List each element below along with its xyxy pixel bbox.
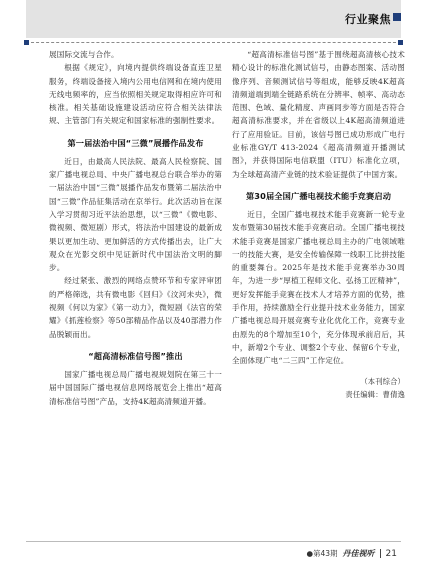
- paragraph: “超高清标准信号图”基于围绕超高清核心技术精心设计的标准化测试信号，由静态图案、活动图像序列、音频测试信号等组成，能够反映4K超高清频道端到端全链路系统在分辨率、帧率、高动态范围、色域、量化精度、声画同步等方面是否符合超高清标准要求，并在省级以上4K超高清频道进行了应用验证。目前，该信号图已成功形成广电行业标准GY/T 413-2024《超高清频道开播测试图》，并获得国际电信联盟（ITU）标准化立项，为全球超高清产业链的技术验证提供了中国方案。: [232, 50, 405, 179]
- page-footer: [306, 548, 397, 559]
- article-heading-uhd-signal: “超高清标准信号图”推出: [88, 350, 183, 361]
- bottom-divider: [26, 541, 401, 542]
- page-number: 21: [385, 548, 397, 559]
- section-label: 行业聚焦: [345, 13, 391, 26]
- magazine-name: 丹佳视听: [342, 548, 375, 558]
- divider-cap-right: [398, 40, 403, 45]
- left-column: [49, 48, 222, 408]
- paragraph: 根据《规定》，向境内提供终端设备直连卫星服务，终端设备接入境内公用电信网和在境内使用无线电频率的，应当依照相关规定取得相应许可和核准。相关基础设施建设活动应符合相关法律法规、主管部门有关规定和国家标准的强制性要求。: [49, 63, 222, 126]
- editor-credit: 责任编辑：曹倩逸: [345, 389, 405, 399]
- article-heading-tech-competition: 第30届全国广播电视技术能手竞赛启动: [245, 190, 392, 201]
- paragraph: 近日，由最高人民法院、最高人民检察院、国家广播电视总局、中央广播电视总台联合举办的第一届法治中国“三微”展播作品发布暨第二届法治中国“三微”作品征集活动在京举行。此次活动旨在深入学习贯彻习近平法治思想，以“三微”《微电影、微视频、微短剧）形式，将法治中国建设的最新成果以更加生动、更加鲜活的方式传播出去，让广大观众在光影交织中见证新时代中国法治文明的脚步。: [49, 156, 222, 273]
- issue-number: ●第43期: [306, 549, 338, 558]
- paragraph: 国家广播电视总局广播电视规划院在第三十一届中国国际广播电视信息网络展览会上推出“超高清标准信号图”产品，支持4K超高清频道开播。: [49, 369, 222, 406]
- paragraph: 近日，全国广播电视技术能手竞赛新一轮专业发布暨第30届技术能手竞赛启动。全国广播电视技术能手竞赛是国家广播电视总局主办的广电领域唯一的技能大赛，是安全传输保障一线职工比拼技能的重要舞台。2025年是技术能手竞赛举办30周年，为进一步“厚植工程师文化、弘扬工匠精神”，更好发挥能手竞赛在技术人才培养方面的优势，推手作用，持续激励全行业提升技术业务能力，国家广播电视总局开展竞赛专业化优化工作，竞赛专业由原先的8个增加至10个，充分体现承前启后，其中，新增2个专业、调整2个专业、保留6个专业，全面体现广电“二三四”工作定位。: [232, 209, 405, 366]
- section-marker-square: [393, 13, 401, 21]
- divider-cap-left: [24, 40, 29, 45]
- footer-separator: [380, 549, 381, 558]
- right-column: [232, 48, 405, 401]
- paragraph: 经过紧张、激烈的网络点赞环节和专家评审团的严格筛选，共有微电影《回归》《汶河未央》，微视频《何以为家》《第一动力》，微短剧《法官的荣耀》《抓莲检察》等50部精品作品以及40部潜力作品脱颖而出。: [49, 276, 222, 339]
- top-divider: [26, 42, 401, 43]
- paragraph-continued: 展国际交流与合作。: [49, 50, 119, 59]
- article-heading-sanwei: 第一届法治中国“三微”展播作品发布: [67, 137, 204, 148]
- source-signoff: （本刊综合）: [360, 376, 405, 386]
